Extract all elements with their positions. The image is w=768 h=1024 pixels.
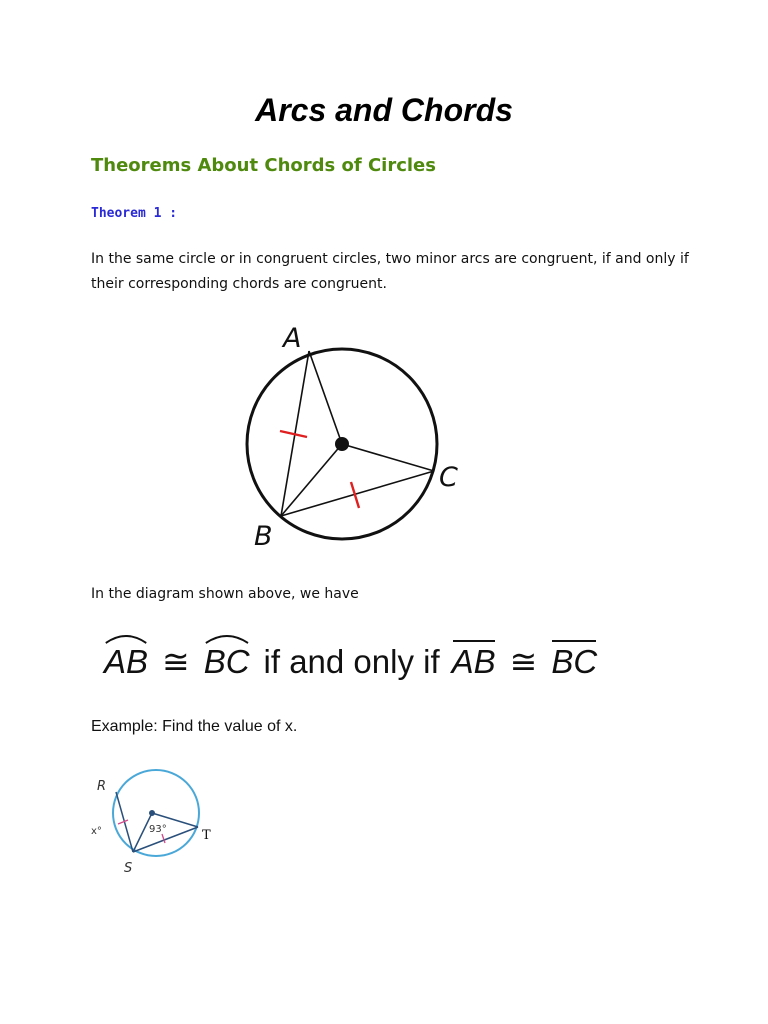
tick-mark-ab bbox=[280, 431, 307, 437]
arc-bc-term bbox=[204, 643, 250, 681]
formula-phrase: if and only if bbox=[263, 643, 440, 680]
label-angle: 93° bbox=[149, 824, 167, 835]
label-a: A bbox=[283, 323, 302, 354]
label-b: B bbox=[254, 521, 273, 552]
arc-ab-text: AB bbox=[104, 643, 149, 680]
diagram-intro: In the diagram shown above, we have bbox=[91, 586, 359, 602]
congruent-symbol: ≅ bbox=[509, 643, 538, 680]
radius-a bbox=[309, 351, 342, 444]
chord-bc-term: BC bbox=[551, 643, 598, 680]
example-center-point bbox=[149, 810, 155, 816]
arc-ab-term bbox=[104, 643, 148, 681]
tick-mark-rs bbox=[118, 820, 128, 824]
page-title: Arcs and Chords bbox=[255, 92, 513, 128]
arc-symbol-icon bbox=[204, 632, 250, 644]
center-point bbox=[335, 437, 349, 451]
label-c: C bbox=[439, 462, 458, 493]
arc-bc-text: BC bbox=[203, 643, 250, 680]
theorem-statement: In the same circle or in congruent circles, two minor arcs are congruent, if and only if their corresponding chords are congruent. bbox=[91, 251, 689, 292]
tick-mark-st bbox=[162, 834, 165, 843]
section-heading: Theorems About Chords of Circles bbox=[91, 155, 436, 176]
chord-ab-term: AB bbox=[451, 643, 496, 680]
label-s: S bbox=[124, 861, 133, 876]
congruence-formula bbox=[104, 623, 597, 681]
example-diagram bbox=[88, 768, 228, 880]
arc-symbol-icon bbox=[104, 632, 148, 644]
label-r: R bbox=[97, 779, 107, 794]
theorem-diagram bbox=[230, 315, 470, 555]
example-text: Example: Find the value of x. bbox=[91, 718, 298, 735]
radius-c bbox=[342, 444, 434, 471]
radius-b bbox=[281, 444, 342, 516]
congruent-symbol: ≅ bbox=[162, 643, 190, 680]
label-x: x° bbox=[91, 826, 102, 837]
theorem-label: Theorem 1 : bbox=[91, 206, 178, 221]
label-t: T bbox=[202, 828, 211, 843]
